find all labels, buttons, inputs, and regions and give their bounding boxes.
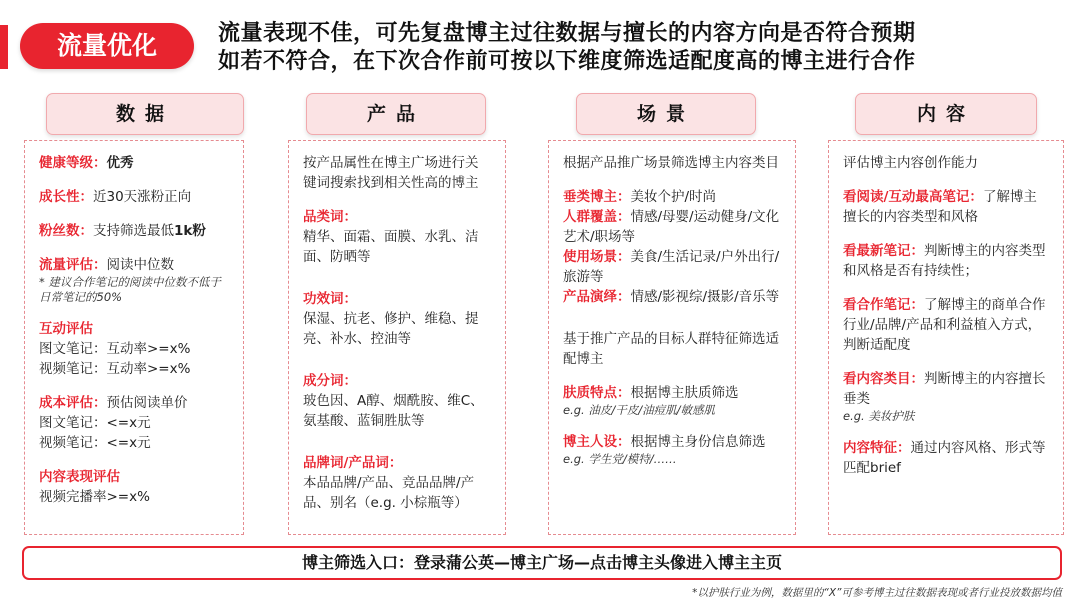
card-product <box>288 140 506 535</box>
product-intro: 按产品属性在博主广场进行关键词搜索找到相关性高的博主 <box>303 155 479 191</box>
cost-eval: 成本评估：预估阅读单价 <box>39 395 188 411</box>
category-words: 精华、面霜、面膜、水乳、洁面、防晒等 <box>303 229 479 265</box>
scene-intro: 根据产品推广场景筛选博主内容类目 <box>563 155 779 171</box>
efficacy-words-label: 功效词： <box>303 291 357 307</box>
crowd-coverage: 人群覆盖：情感/母婴/运动健身/文化艺术/职场等 <box>563 209 780 245</box>
content-category: 看内容类目：判断博主的内容擅长垂类 <box>843 371 1046 407</box>
ingredient-words: 玻色因、A醇、烟酰胺、维C、氨基酸、蓝铜胜肽等 <box>303 393 484 429</box>
coop-notes: 看合作笔记：了解博主的商单合作行业/品牌/产品和利益植入方式，判断适配度 <box>843 297 1046 353</box>
category-note: e.g. 美妆护肤 <box>843 409 915 423</box>
target-intro: 基于推广产品的目标人群特征筛选适配博主 <box>563 331 779 367</box>
skin-type: 肤质特点：根据博主肤质筛选 <box>563 385 739 401</box>
card-data <box>24 140 244 535</box>
content-perf-label: 内容表现评估 <box>39 469 120 485</box>
column-header-scene: 场景 <box>576 93 756 135</box>
product-demo: 产品演绎：情感/影视综/摄影/音乐等 <box>563 289 780 305</box>
persona-note: e.g. 学生党/模特/…… <box>563 452 677 466</box>
headline-line-1: 流量表现不佳，可先复盘博主过往数据与擅长的内容方向是否符合预期 <box>218 21 916 46</box>
column-header-data: 数据 <box>46 93 244 135</box>
card-content <box>828 140 1064 535</box>
column-header-product: 产品 <box>306 93 486 135</box>
ingredient-words-label: 成分词： <box>303 373 357 389</box>
headline <box>218 20 1068 76</box>
growth: 成长性：近30天涨粉正向 <box>39 189 192 205</box>
content-intro: 评估博主内容创作能力 <box>843 155 978 171</box>
column-header-content: 内容 <box>855 93 1037 135</box>
interaction-eval-label: 互动评估 <box>39 321 93 337</box>
interaction-line-2: 视频笔记：互动率>=x% <box>39 361 191 377</box>
content-feature: 内容特征：通过内容风格、形式等匹配brief <box>843 440 1046 476</box>
category-words-label: 品类词： <box>303 209 357 225</box>
cost-line-2: 视频笔记：<=x元 <box>39 435 151 451</box>
traffic-note: * 建议合作笔记的阅读中位数不低于日常笔记的50% <box>39 275 221 304</box>
efficacy-words: 保湿、抗老、修护、维稳、提亮、补水、控油等 <box>303 311 479 347</box>
traffic-eval: 流量评估：阅读中位数 <box>39 257 174 273</box>
cost-line-1: 图文笔记：<=x元 <box>39 415 151 431</box>
page-title-badge: 流量优化 <box>20 23 194 69</box>
top-notes: 看阅读/互动最高笔记：了解博主擅长的内容类型和风格 <box>843 189 1037 225</box>
brand-words: 本品品牌/产品、竞品品牌/产品、别名（e.g. 小棕瓶等） <box>303 475 475 511</box>
interaction-line-1: 图文笔记：互动率>=x% <box>39 341 191 357</box>
skin-note: e.g. 油皮/干皮/油痘肌/敏感肌 <box>563 403 715 417</box>
brand-words-label: 品牌词/产品词： <box>303 455 403 471</box>
content-perf-line: 视频完播率>=x% <box>39 489 150 505</box>
headline-line-2: 如若不符合，在下次合作前可按以下维度筛选适配度高的博主进行合作 <box>218 49 916 74</box>
footnote: *以护肤行业为例，数据里的“X”可参考博主过往数据表现或者行业投放数据均值 <box>692 587 1062 599</box>
vertical-bloggers: 垂类博主：美妆个护/时尚 <box>563 189 717 205</box>
card-scene <box>548 140 796 535</box>
latest-notes: 看最新笔记：判断博主的内容类型和风格是否有持续性； <box>843 243 1046 279</box>
blogger-persona: 博主人设：根据博主身份信息筛选 <box>563 434 766 450</box>
left-accent-bar <box>0 25 8 69</box>
usage-scene: 使用场景：美食/生活记录/户外出行/旅游等 <box>563 249 780 285</box>
fans-count: 粉丝数：支持筛选最低1k粉 <box>39 223 206 239</box>
health-level: 健康等级：优秀 <box>39 155 134 171</box>
blogger-filter-entry: 博主筛选入口：登录蒲公英—博主广场—点击博主头像进入博主主页 <box>22 546 1062 580</box>
